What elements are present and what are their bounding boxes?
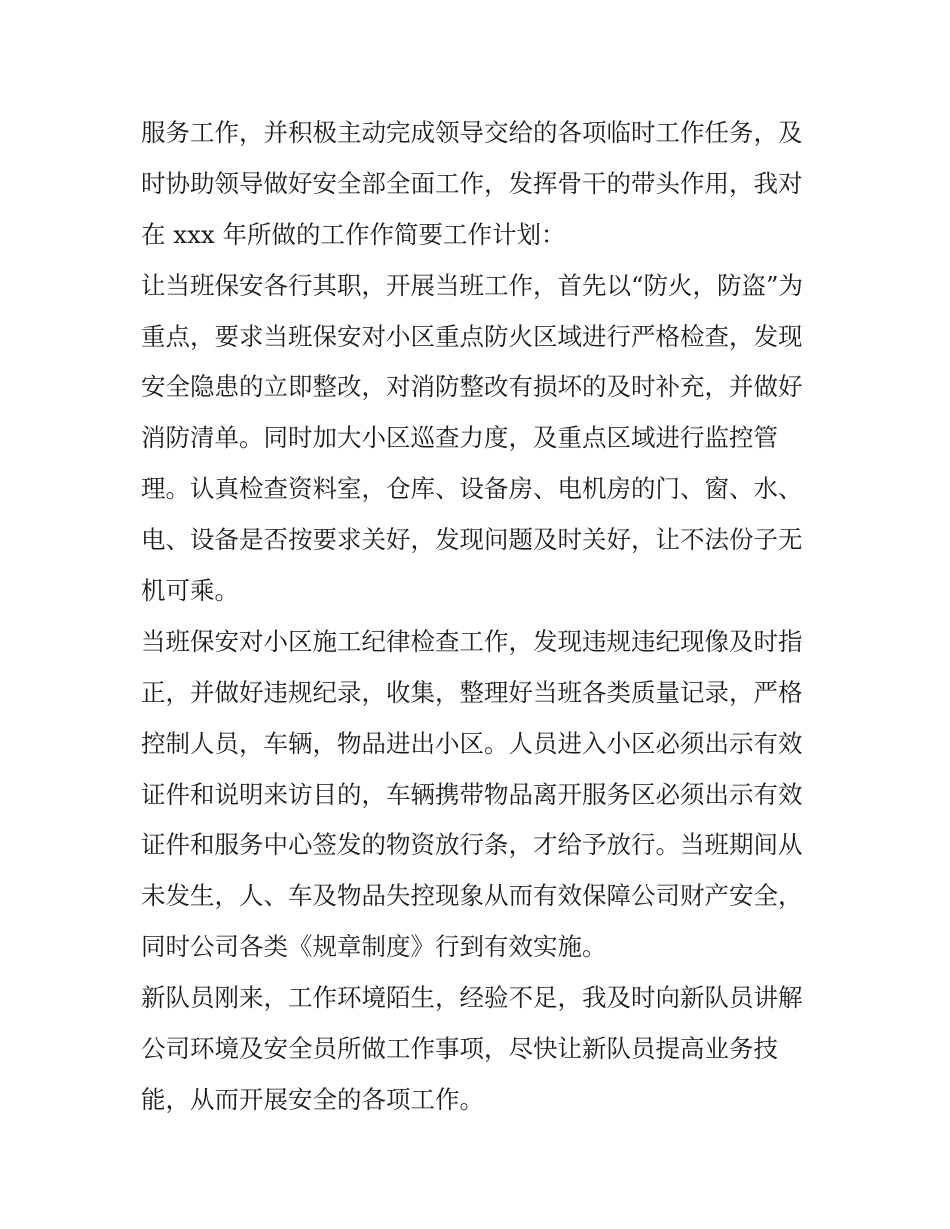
paragraph-2 [141,261,821,617]
text-line: 让当班保安各行其职，开展当班工作，首先以“防火，防盗”为 [141,270,804,300]
text-line: 重点，要求当班保安对小区重点防火区域进行严格检查，发现 [141,321,803,351]
text-line: 新队员刚来，工作环境陌生，经验不足，我及时向新队员讲解 [141,983,803,1013]
text-line: 当班保安对小区施工纪律检查工作，发现违规违纪现像及时指 [141,626,803,656]
text-line: 理。认真检查资料室，仓库、设备房、电机房的门、窗、水、 [141,474,803,504]
text-line: 能，从而开展安全的各项工作。 [141,1084,484,1114]
paragraph-1 [141,108,821,261]
text-line: 机可乘。 [141,576,239,606]
paragraph-4 [141,973,821,1126]
text-line: 安全隐患的立即整改，对消防整改有损坏的及时补充，并做好 [141,372,803,402]
text-line: 消防清单。同时加大小区巡查力度，及重点区域进行监控管 [141,423,778,453]
text-line: 电、设备是否按要求关好，发现问题及时关好，让不法份子无 [141,525,803,555]
text-line: 正，并做好违规纪录，收集，整理好当班各类质量记录，严格 [141,677,803,707]
text-line: 服务工作，并积极主动完成领导交给的各项临时工作任务，及 [141,118,803,147]
text-line: 时协助领导做好安全部全面工作，发挥骨干的带头作用，我对 [141,168,803,198]
text-line: 在 xxx 年所做的工作作简要工作计划： [141,219,566,249]
document-body [141,108,821,1126]
text-line: 未发生，人、车及物品失控现象从而有效保障公司财产安全， [141,881,803,911]
paragraph-3 [141,617,821,973]
text-line: 同时公司各类《规章制度》行到有效实施。 [141,932,607,962]
text-line: 公司环境及安全员所做工作事项，尽快让新队员提高业务技 [141,1034,778,1064]
text-line: 控制人员，车辆，物品进出小区。人员进入小区必须出示有效 [141,728,803,758]
text-line: 证件和说明来访目的，车辆携带物品离开服务区必须出示有效 [141,779,803,809]
text-line: 证件和服务中心签发的物资放行条，才给予放行。当班期间从 [141,830,803,860]
